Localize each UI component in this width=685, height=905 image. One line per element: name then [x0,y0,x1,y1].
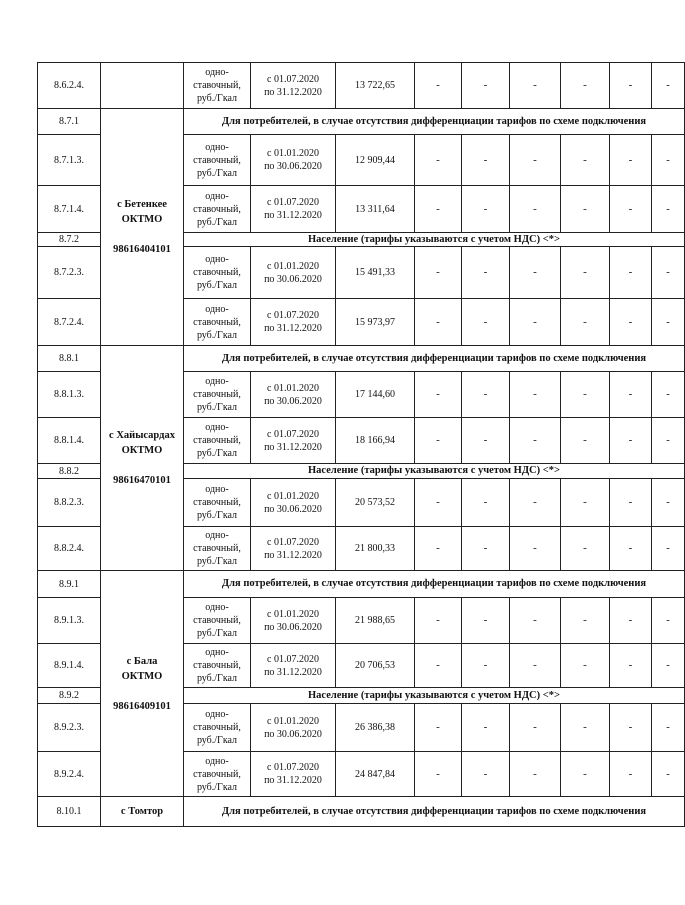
row-code: 8.8.1.4. [38,418,101,464]
empty-dash-cell: - [510,186,561,233]
empty-dash-cell: - [462,752,510,797]
validity-period: с 01.07.2020 по 31.12.2020 [251,644,336,688]
empty-dash-cell: - [510,299,561,346]
empty-dash-cell: - [561,63,610,109]
empty-dash-cell: - [561,299,610,346]
settlement-cell [101,797,184,827]
empty-dash-cell: - [510,598,561,644]
empty-dash-cell: - [610,247,652,299]
tariff-value: 21 800,33 [336,527,415,571]
settlement-cell [101,109,184,346]
empty-dash-cell: - [610,704,652,752]
row-code: 8.7.2 [38,233,101,247]
empty-dash-cell: - [652,186,685,233]
empty-dash-cell: - [462,372,510,418]
row-code: 8.7.1 [38,109,101,135]
tariff-value: 17 144,60 [336,372,415,418]
tariff-type: одно- ставочный, руб./Гкал [184,418,251,464]
tariff-value: 15 973,97 [336,299,415,346]
empty-dash-cell: - [610,135,652,186]
empty-dash-cell: - [510,644,561,688]
section-header-text: Население (тарифы указываются с учетом НДС) <*> [184,464,685,479]
empty-dash-cell: - [510,63,561,109]
row-code: 8.9.2 [38,688,101,704]
tariff-type: одно- ставочный, руб./Гкал [184,527,251,571]
empty-dash-cell: - [610,299,652,346]
tariff-value: 20 573,52 [336,479,415,527]
section-header-text: Население (тарифы указываются с учетом НДС) <*> [184,233,685,247]
row-code: 8.8.2.3. [38,479,101,527]
section-header-row [38,571,685,598]
validity-period: с 01.07.2020 по 31.12.2020 [251,527,336,571]
settlement-cell [101,346,184,571]
validity-period: с 01.07.2020 по 31.12.2020 [251,752,336,797]
empty-dash-cell: - [652,704,685,752]
empty-dash-cell: - [610,418,652,464]
empty-dash-cell: - [652,299,685,346]
row-code: 8.9.2.3. [38,704,101,752]
tariff-table [37,62,685,827]
tariff-type: одно- ставочный, руб./Гкал [184,644,251,688]
empty-dash-cell: - [561,372,610,418]
tariff-value: 21 988,65 [336,598,415,644]
empty-dash-cell: - [415,135,462,186]
validity-period: с 01.07.2020 по 31.12.2020 [251,63,336,109]
settlement-cell [101,63,184,109]
tariff-value: 12 909,44 [336,135,415,186]
tariff-type: одно- ставочный, руб./Гкал [184,752,251,797]
tariff-value: 24 847,84 [336,752,415,797]
empty-dash-cell: - [415,644,462,688]
settlement-line [102,458,182,473]
empty-dash-cell: - [415,372,462,418]
tariff-type: одно- ставочный, руб./Гкал [184,135,251,186]
empty-dash-cell: - [610,186,652,233]
empty-dash-cell: - [462,644,510,688]
section-header-text: Для потребителей, в случае отсутствия дифференциации тарифов по схеме подключения [184,797,685,827]
tariff-value: 20 706,53 [336,644,415,688]
tariff-table-body [38,63,685,827]
empty-dash-cell: - [652,247,685,299]
tariff-type: одно- ставочный, руб./Гкал [184,372,251,418]
empty-dash-cell: - [510,247,561,299]
section-header-row [38,797,685,827]
empty-dash-cell: - [415,479,462,527]
empty-dash-cell: - [415,527,462,571]
validity-period: с 01.01.2020 по 30.06.2020 [251,704,336,752]
row-code: 8.9.2.4. [38,752,101,797]
empty-dash-cell: - [652,479,685,527]
settlement-line [102,227,182,242]
validity-period: с 01.07.2020 по 31.12.2020 [251,186,336,233]
tariff-value: 13 722,65 [336,63,415,109]
settlement-line: ОКТМО [121,214,163,225]
empty-dash-cell: - [415,299,462,346]
empty-dash-cell: - [415,752,462,797]
empty-dash-cell: - [510,527,561,571]
tariff-type: одно- ставочный, руб./Гкал [184,479,251,527]
empty-dash-cell: - [610,752,652,797]
section-header-row [38,109,685,135]
settlement-line: с Бетенкее [117,199,167,210]
empty-dash-cell: - [510,752,561,797]
empty-dash-cell: - [462,598,510,644]
settlement-line: ОКТМО [121,670,163,682]
section-header-text: Для потребителей, в случае отсутствия дифференциации тарифов по схеме подключения [184,109,685,135]
empty-dash-cell: - [561,186,610,233]
validity-period: с 01.01.2020 по 30.06.2020 [251,135,336,186]
empty-dash-cell: - [610,63,652,109]
empty-dash-cell: - [561,598,610,644]
validity-period: с 01.07.2020 по 31.12.2020 [251,418,336,464]
empty-dash-cell: - [415,186,462,233]
empty-dash-cell: - [652,418,685,464]
empty-dash-cell: - [462,418,510,464]
settlement-line: с Томтор [120,806,164,817]
validity-period: с 01.07.2020 по 31.12.2020 [251,299,336,346]
empty-dash-cell: - [415,247,462,299]
empty-dash-cell: - [652,63,685,109]
empty-dash-cell: - [610,479,652,527]
tariff-type: одно- ставочный, руб./Гкал [184,704,251,752]
empty-dash-cell: - [561,752,610,797]
row-code: 8.10.1 [38,797,101,827]
tariff-type: одно- ставочный, руб./Гкал [184,186,251,233]
row-code: 8.7.1.3. [38,135,101,186]
tariff-value: 26 386,38 [336,704,415,752]
empty-dash-cell: - [652,527,685,571]
validity-period: с 01.01.2020 по 30.06.2020 [251,372,336,418]
empty-dash-cell: - [610,527,652,571]
empty-dash-cell: - [462,479,510,527]
empty-dash-cell: - [462,704,510,752]
validity-period: с 01.01.2020 по 30.06.2020 [251,598,336,644]
row-code: 8.7.2.4. [38,299,101,346]
empty-dash-cell: - [561,135,610,186]
section-header-text: Для потребителей, в случае отсутствия дифференциации тарифов по схеме подключения [184,346,685,372]
empty-dash-cell: - [462,299,510,346]
settlement-line: 98616409101 [113,700,171,712]
row-code: 8.8.1.3. [38,372,101,418]
empty-dash-cell: - [415,418,462,464]
row-code: 8.9.1 [38,571,101,598]
row-code: 8.8.2.4. [38,527,101,571]
empty-dash-cell: - [510,135,561,186]
row-code: 8.8.1 [38,346,101,372]
empty-dash-cell: - [415,598,462,644]
tariff-type: одно- ставочный, руб./Гкал [184,598,251,644]
empty-dash-cell: - [561,644,610,688]
settlement-line: 98616404101 [113,244,171,255]
empty-dash-cell: - [652,752,685,797]
empty-dash-cell: - [652,644,685,688]
empty-dash-cell: - [610,598,652,644]
empty-dash-cell: - [462,527,510,571]
settlement-line: с Бала [126,655,158,667]
settlement-line: с Хайысардах [109,430,175,441]
validity-period: с 01.01.2020 по 30.06.2020 [251,479,336,527]
settlement-cell [101,571,184,797]
section-header-text: Население (тарифы указываются с учетом НДС) <*> [184,688,685,704]
row-code: 8.6.2.4. [38,63,101,109]
empty-dash-cell: - [510,704,561,752]
empty-dash-cell: - [561,479,610,527]
tariff-type: одно- ставочный, руб./Гкал [184,63,251,109]
tariff-value: 13 311,64 [336,186,415,233]
empty-dash-cell: - [415,704,462,752]
tariff-value: 15 491,33 [336,247,415,299]
empty-dash-cell: - [462,135,510,186]
empty-dash-cell: - [561,704,610,752]
row-code: 8.7.1.4. [38,186,101,233]
tariff-value: 18 166,94 [336,418,415,464]
empty-dash-cell: - [510,372,561,418]
empty-dash-cell: - [462,186,510,233]
settlement-line [102,684,182,699]
empty-dash-cell: - [561,418,610,464]
section-header-row [38,346,685,372]
empty-dash-cell: - [510,418,561,464]
settlement-line: 98616470101 [113,475,171,486]
settlement-line: ОКТМО [121,445,163,456]
empty-dash-cell: - [610,372,652,418]
row-code: 8.9.1.4. [38,644,101,688]
empty-dash-cell: - [462,63,510,109]
tariff-type: одно- ставочный, руб./Гкал [184,299,251,346]
empty-dash-cell: - [462,247,510,299]
empty-dash-cell: - [510,479,561,527]
empty-dash-cell: - [561,247,610,299]
empty-dash-cell: - [652,372,685,418]
empty-dash-cell: - [610,644,652,688]
empty-dash-cell: - [652,135,685,186]
empty-dash-cell: - [652,598,685,644]
section-header-text: Для потребителей, в случае отсутствия дифференциации тарифов по схеме подключения [184,571,685,598]
tariff-row [38,63,685,109]
row-code: 8.7.2.3. [38,247,101,299]
empty-dash-cell: - [561,527,610,571]
tariff-type: одно- ставочный, руб./Гкал [184,247,251,299]
validity-period: с 01.01.2020 по 30.06.2020 [251,247,336,299]
empty-dash-cell: - [415,63,462,109]
row-code: 8.9.1.3. [38,598,101,644]
row-code: 8.8.2 [38,464,101,479]
